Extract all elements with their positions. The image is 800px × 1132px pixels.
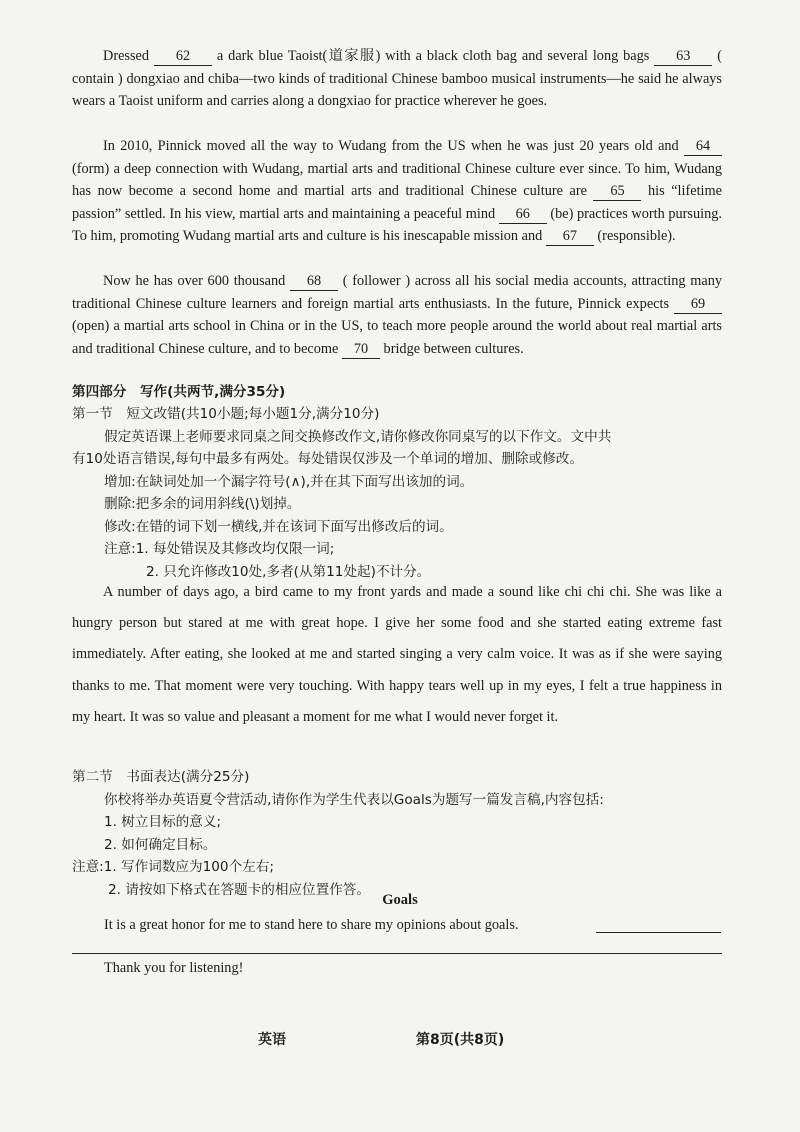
blank-70[interactable]: 70	[342, 341, 380, 359]
prompt-item-1: 1. 树立目标的意义;	[104, 814, 222, 830]
rule-add: 增加:在缺词处加一个漏字符号(∧),并在其下面写出该加的词。	[104, 474, 474, 490]
blank-65[interactable]: 65	[593, 183, 641, 201]
reading-paragraph-3: Now he has over 600 thousand 68 ( follower ) across all his social media accounts, attracting many traditional Chinese culture learners and foreign martial arts enthusiasts. In the future, Pinnick expects 69 (open) a martial arts school in China or in the US, to teach more people around the world about real martial arts and traditional Chinese culture, and to become 70 bridge between cultures.	[72, 273, 722, 357]
essay-title: Goals	[382, 892, 418, 908]
blank-68[interactable]: 68	[290, 273, 338, 291]
reading-paragraph-1: Dressed 62 a dark blue Taoist(道家服) with a black cloth bag and several long bags 63 ( contain ) dongxiao and chiba—two kinds of traditional Chinese bamboo musical instruments—he said he always wears a Taoist uniform and carries along a dongxiao for practice wherever he goes.	[72, 48, 722, 110]
closing-sentence: Thank you for listening!	[104, 960, 244, 976]
footer-page-number: 第8页(共8页)	[416, 1032, 505, 1048]
note-2: 2. 只允许修改10处,多者(从第11处起)不计分。	[146, 564, 431, 580]
blank-66[interactable]: 66	[499, 206, 547, 224]
section1-instruction-2: 有10处语言错误,每句中最多有两处。每处错误仅涉及一个单词的增加、删除或修改。	[72, 451, 583, 467]
blank-62[interactable]: 62	[154, 48, 212, 66]
writing-note-2: 2. 请按如下格式在答题卡的相应位置作答。	[108, 882, 370, 898]
footer-subject: 英语	[258, 1032, 286, 1048]
section1-instruction-1: 假定英语课上老师要求同桌之间交换修改作文,请你修改你同桌写的以下作文。文中共	[104, 429, 612, 445]
rule-modify: 修改:在错的词下划一横线,并在该词下面写出修改后的词。	[104, 519, 453, 535]
writing-note-1: 注意:1. 写作词数应为100个左右;	[72, 859, 274, 875]
blank-63[interactable]: 63	[654, 48, 712, 66]
writing-prompt: 你校将举办英语夏令营活动,请你作为学生代表以Goals为题写一篇发言稿,内容包括:	[104, 792, 604, 808]
blank-69[interactable]: 69	[674, 296, 722, 314]
blank-67[interactable]: 67	[546, 228, 594, 246]
section1-heading: 第一节 短文改错(共10小题;每小题1分,满分10分)	[72, 406, 380, 422]
rule-delete: 删除:把多余的词用斜线(\)划掉。	[104, 496, 301, 512]
blank-64[interactable]: 64	[684, 138, 722, 156]
prompt-item-2: 2. 如何确定目标。	[104, 837, 217, 853]
opening-sentence: It is a great honor for me to stand here to share my opinions about goals.	[104, 917, 519, 933]
answer-line-1[interactable]	[596, 932, 721, 933]
part4-heading: 第四部分 写作(共两节,满分35分)	[72, 384, 286, 400]
correction-essay: A number of days ago, a bird came to my front yards and made a sound like chi chi chi. She was like a hungry person but stared at me with great hope. I give her some food and she started eating extreme fast immediately. After eating, she looked at me and started singing a very calm voice. It was as if she were saying thanks to me. That moment were very touching. With happy tears well up in my eyes, I felt a true happiness in my heart. It was so value and pleasant a moment for me what I would never forget it.	[72, 584, 722, 725]
section2-heading: 第二节 书面表达(满分25分)	[72, 769, 250, 785]
reading-paragraph-2: In 2010, Pinnick moved all the way to Wudang from the US when he was just 20 years old and 64 (form) a deep connection with Wudang, martial arts and traditional Chinese culture ever since. To him, Wudang has now become a second home and martial arts and traditional Chinese culture are 65 his “lifetime passion” settled. In his view, martial arts and maintaining a peaceful mind 66 (be) practices worth pursuing. To him, promoting Wudang martial arts and culture is his inescapable mission and 67 (responsible).	[72, 138, 722, 245]
note-1: 注意:1. 每处错误及其修改均仅限一词;	[104, 541, 335, 557]
answer-line-2[interactable]	[72, 953, 722, 954]
